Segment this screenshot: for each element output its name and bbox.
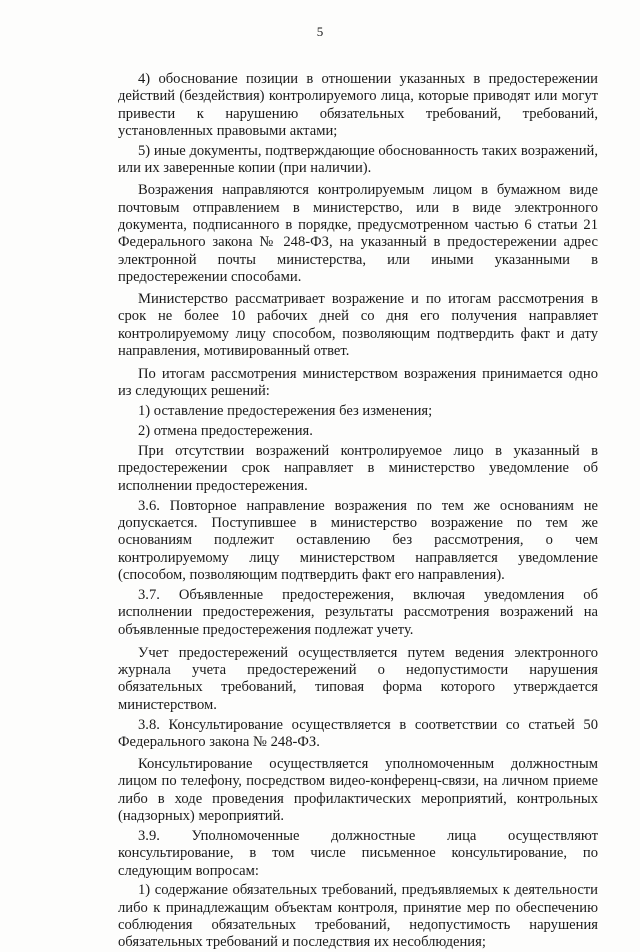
document-body (118, 71, 598, 952)
paragraph-section-3-6: 3.6. Повторное направление возражения по тем же основаниям не допускается. Поступившее в министерство возражение по тем же основаниям подлежит оставлению без рассмотрения, о чем контролируемому лицу министерством направляется уведомление (способом, позволяющим подтвердить факт его направления). (118, 497, 598, 584)
paragraph-review-decisions: По итогам рассмотрения министерством возражения принимается одно из следующих решений: (118, 365, 598, 400)
paragraph-item-4-justification: 4) обоснование позиции в отношении указанных в предостережении действий (бездействия) контролируемого лица, которые приводят или могут привести к нарушению обязательных требований, требований, установленных правовыми актами; (118, 71, 598, 140)
paragraph-consulting-topic-1: 1) содержание обязательных требований, предъявляемых к деятельности либо к принадлежащим объектам контроля, принятие мер по обеспечению соблюдения обязательных требований, недопустимость нарушения обязательных требований и последствия их несоблюдения; (118, 882, 598, 951)
paragraph-ministry-review: Министерство рассматривает возражение и по итогам рассмотрения в срок не более 10 рабочих дней со дня его получения направляет контролируемому лицу способом, позволяющим подтвердить факт и дату направления, мотивированный ответ. (118, 290, 598, 359)
paragraph-decision-1: 1) оставление предостережения без изменения; (138, 403, 433, 420)
paragraph-objection-submission: Возражения направляются контролируемым лицом в бумажном виде почтовым отправлением в министерство, или в виде электронного документа, подписанного в порядке, предусмотренном частью 6 статьи 21 Федерального закона № 248-ФЗ, на указанный в предостережении адрес электронной почты министерства, или иными указанными в предостережении способами. (118, 182, 598, 285)
paragraph-warnings-registry: Учет предостережений осуществляется путем ведения электронного журнала учета предостережений о недопустимости нарушения обязательных требований, типовая форма которого утверждается министерством. (118, 644, 598, 713)
paragraph-consulting-methods: Консультирование осуществляется уполномоченным должностным лицом по телефону, посредством видео-конференц-связи, на личном приеме либо в ходе проведения профилактических мероприятий, контрольных (надзорных) мероприятий. (118, 755, 598, 824)
paragraph-item-5-documents: 5) иные документы, подтверждающие обоснованность таких возражений, или их заверенные копии (при наличии). (118, 142, 598, 177)
paragraph-section-3-9: 3.9. Уполномоченные должностные лица осуществляют консультирование, в том числе письменное консультирование, по следующим вопросам: (118, 827, 598, 879)
paragraph-decision-2: 2) отмена предостережения. (138, 423, 313, 440)
paragraph-no-objections: При отсутствии возражений контролируемое лицо в указанный в предостережении срок направляет в министерство уведомление об исполнении предостережения. (118, 443, 598, 494)
page-number: 5 (316, 24, 324, 39)
paragraph-section-3-7: 3.7. Объявленные предостережения, включая уведомления об исполнении предостережения, результаты рассмотрения возражений на объявленные предостережения подлежат учету. (118, 586, 598, 638)
paragraph-section-3-8: 3.8. Консультирование осуществляется в соответствии со статьей 50 Федерального закона № 248-ФЗ. (118, 716, 598, 750)
